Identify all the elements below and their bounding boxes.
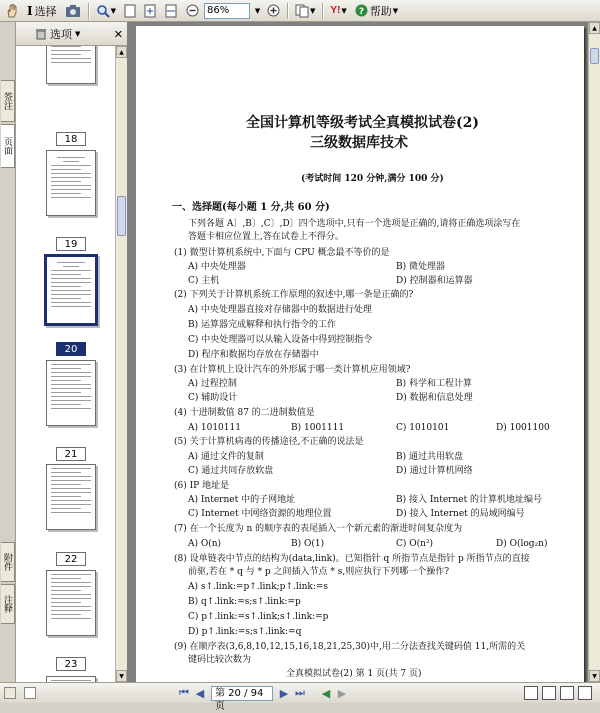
continuous-icon[interactable] (542, 686, 556, 700)
navigation-tabs (0, 22, 16, 682)
page-thumbnail[interactable] (46, 570, 96, 636)
question: (5) 关于计算机病毒的传播途径,不正确的说法是 (174, 437, 364, 447)
last-page-button[interactable] (292, 685, 308, 701)
scroll-up-icon[interactable]: ▲ (589, 22, 600, 34)
resize-grip-icon (4, 687, 16, 699)
plus-circle-icon (267, 4, 280, 17)
page-thumbnail[interactable] (46, 150, 96, 216)
scroll-down-icon[interactable]: ▼ (589, 670, 600, 682)
document-page (136, 26, 584, 682)
thumbnail-label[interactable]: 23 (56, 657, 86, 671)
option: A) 中央处理器 (188, 262, 246, 272)
scrollbar-thumb[interactable] (590, 48, 599, 64)
question-continued: 键码比较次数为 (188, 655, 252, 665)
toolbar-separator (287, 3, 288, 19)
yahoo-logo-icon: Y! (330, 5, 341, 16)
last-page-icon: ⏭ (295, 686, 305, 699)
question: (9) 在顺序表(3,6,8,10,12,15,16,18,21,25,30)中,用二分法查找关键码值 11,所需的关 (174, 642, 526, 652)
status-bar (0, 682, 600, 712)
option: C) p↑.link:=s↑.link;s↑.link:=p (188, 612, 329, 622)
option: A) Internet 中的子网地址 (188, 495, 296, 505)
question: (4) 十进制数值 87 的二进制数值是 (174, 408, 315, 418)
document-scrollbar[interactable] (588, 22, 600, 682)
option: A) s↑.link:=p↑.link;p↑.link:=s (188, 582, 329, 592)
hand-icon (5, 4, 19, 18)
zoom-tool-button[interactable] (93, 2, 119, 20)
option: D) 控制器和运算器 (396, 276, 473, 286)
option: B) 微处理器 (396, 262, 445, 272)
page-footer: 全真模拟试卷(2) 第 1 页(共 7 页) (286, 669, 422, 679)
view-mode-buttons (524, 686, 592, 700)
help-label: 帮助 (369, 4, 392, 18)
actual-size-button[interactable] (121, 2, 139, 20)
forward-arrow-icon: ▶ (337, 686, 347, 700)
page-number-input[interactable]: 第 20 / 94 页 (211, 686, 273, 701)
single-page-icon[interactable] (524, 686, 538, 700)
back-arrow-icon: ◀ (321, 686, 331, 700)
pages-icon (295, 4, 309, 18)
zoom-in-button[interactable] (264, 2, 283, 20)
option: C) 中央处理器可以从输入设备中得到控制指令 (188, 335, 373, 345)
help-button[interactable] (352, 2, 401, 20)
previous-page-button[interactable] (192, 685, 208, 701)
option: A) 中央处理器直接对存储器中的数据进行处理 (188, 305, 372, 315)
zoom-out-button[interactable] (183, 2, 202, 20)
chevron-down-icon: ▼ (110, 6, 117, 15)
zoom-input[interactable]: 86% (204, 3, 250, 19)
thumbnail-label[interactable]: 18 (56, 132, 86, 146)
option: D) 通过计算机网络 (396, 466, 473, 476)
exam-info: (考试时间 120 分钟,满分 100 分) (301, 174, 444, 184)
question: (7) 在一个长度为 n 的顺序表的表尾插入一个新元素的渐进时间复杂度为 (174, 524, 463, 534)
section-heading: 一、选择题(每小题 1 分,共 60 分) (172, 202, 330, 213)
option: C) 通过共同存放软盘 (188, 466, 274, 476)
page-thumbnail[interactable] (46, 46, 96, 84)
scroll-up-icon[interactable]: ▲ (116, 46, 127, 58)
select-tool-button[interactable] (24, 2, 60, 20)
option: A) 1010111 (188, 423, 241, 433)
question: (8) 设单链表中节点的结构为(data,link)。已知指针 q 所指节点是指针 p 所指节点的直接 (174, 554, 530, 564)
document-properties-icon[interactable] (24, 687, 36, 699)
option: B) O(1) (291, 539, 325, 549)
previous-page-icon: ◀ (195, 686, 205, 700)
tab-attachments[interactable]: 附件 (1, 542, 15, 582)
trash-icon[interactable] (36, 28, 46, 40)
option: B) 通过共用软盘 (396, 452, 463, 462)
zoom-dropdown-button[interactable] (252, 2, 262, 20)
chevron-down-icon: ▼ (310, 6, 316, 15)
scrollbar-thumb[interactable] (117, 196, 126, 236)
chevron-down-icon: ▼ (392, 6, 399, 15)
fit-width-icon (164, 4, 178, 18)
next-page-button[interactable] (276, 685, 292, 701)
option: C) O(n²) (396, 539, 434, 549)
forward-view-button[interactable] (334, 685, 350, 701)
back-view-button[interactable] (318, 685, 334, 701)
facing-icon[interactable] (560, 686, 574, 700)
fit-page-button[interactable] (141, 2, 159, 20)
thumbnail-label[interactable]: 22 (56, 552, 86, 566)
page-thumbnail[interactable] (46, 360, 96, 426)
question: (2) 下列关于计算机系统工作原理的叙述中,哪一条是正确的? (174, 290, 414, 300)
question: (1) 微型计算机系统中,下面与 CPU 概念最不等价的是 (174, 248, 390, 258)
magnifier-icon (96, 4, 110, 18)
select-label: 选择 (34, 4, 57, 18)
doc-title: 全国计算机等级考试全真模拟试卷(2) (246, 115, 479, 131)
thumbnail-label[interactable]: 19 (56, 237, 86, 251)
page-thumbnail[interactable] (46, 464, 96, 530)
page-layout-button[interactable] (292, 2, 318, 20)
chevron-down-icon: ▼ (254, 6, 261, 15)
yahoo-button[interactable] (327, 2, 349, 20)
option: C) 1010101 (396, 423, 450, 433)
next-page-icon: ▶ (279, 686, 289, 700)
option: C) Internet 中网络资源的地理位置 (188, 509, 332, 519)
close-icon[interactable]: ✕ (113, 28, 123, 41)
option: A) 通过文件的复制 (188, 452, 264, 462)
first-page-button[interactable] (176, 685, 192, 701)
panel-header (16, 22, 127, 46)
instructions: 答题卡相应位置上,答在试卷上不得分。 (188, 232, 344, 242)
option: C) 辅助设计 (188, 393, 238, 403)
page-icon (124, 4, 136, 18)
continuous-facing-icon[interactable] (578, 686, 592, 700)
thumbnail-label[interactable]: 20 (56, 342, 86, 356)
options-label: 选项 (50, 27, 72, 41)
document-view (128, 22, 588, 682)
option: D) 程序和数据均存放在存储器中 (188, 350, 319, 360)
camera-icon (65, 4, 81, 18)
minus-circle-icon (186, 4, 199, 17)
help-icon (355, 4, 368, 17)
panel-scrollbar[interactable] (115, 46, 127, 682)
option: D) 接入 Internet 的局域网编号 (396, 509, 525, 519)
option: B) q↑.link:=s;s↑.link:=p (188, 597, 301, 607)
page-navigation (176, 685, 350, 712)
chevron-down-icon: ▼ (75, 29, 81, 38)
tab-comments[interactable]: 注释 (1, 584, 15, 624)
toolbar (0, 0, 600, 22)
hand-tool-button[interactable] (2, 2, 22, 20)
fit-width-button[interactable] (161, 2, 181, 20)
toolbar-separator (322, 3, 323, 19)
option: D) 1001100 (496, 423, 550, 433)
text-cursor-icon: I (27, 3, 33, 18)
svg-text:?: ? (358, 7, 364, 17)
option: A) 过程控制 (188, 379, 237, 389)
tab-bookmarks[interactable]: 签注 (1, 80, 15, 122)
pages-panel (16, 22, 128, 682)
first-page-icon: ⏮ (179, 686, 189, 699)
option: D) O(log₂n) (496, 539, 548, 549)
option: B) 1001111 (291, 423, 345, 433)
tab-pages[interactable]: 页面 (1, 124, 15, 168)
question: (3) 在计算机上设计汽车的外形属于哪一类计算机应用领域? (174, 365, 411, 375)
options-menu[interactable] (50, 26, 80, 42)
option: D) 数据和信息处理 (396, 393, 473, 403)
option: D) p↑.link:=s;s↑.link:=q (188, 627, 302, 637)
scroll-down-icon[interactable]: ▼ (116, 670, 127, 682)
thumbnail-label[interactable]: 21 (56, 447, 86, 461)
option: A) O(n) (188, 539, 222, 549)
option: B) 接入 Internet 的计算机地址编号 (396, 495, 543, 505)
thumbnail-list (16, 46, 116, 682)
question: (6) IP 地址是 (174, 481, 230, 491)
instructions: 下列各题 A〕,B〕,C〕,D〕四个选项中,只有一个选项是正确的,请将正确选项涂写在 (188, 219, 521, 229)
toolbar-separator (88, 3, 89, 19)
option: C) 主机 (188, 276, 220, 286)
fit-page-icon (144, 4, 156, 18)
question-continued: 前驱,若在 * q 与 * p 之间插入节点 * s,则应执行下列哪一个操作? (188, 567, 450, 577)
chevron-down-icon: ▼ (341, 6, 347, 15)
option: B) 科学和工程计算 (396, 379, 472, 389)
page-thumbnail-selected[interactable] (44, 254, 98, 326)
option: B) 运算器完成解释和执行指令的工作 (188, 320, 336, 330)
snapshot-button[interactable] (62, 2, 84, 20)
doc-subtitle: 三级数据库技术 (310, 135, 408, 151)
